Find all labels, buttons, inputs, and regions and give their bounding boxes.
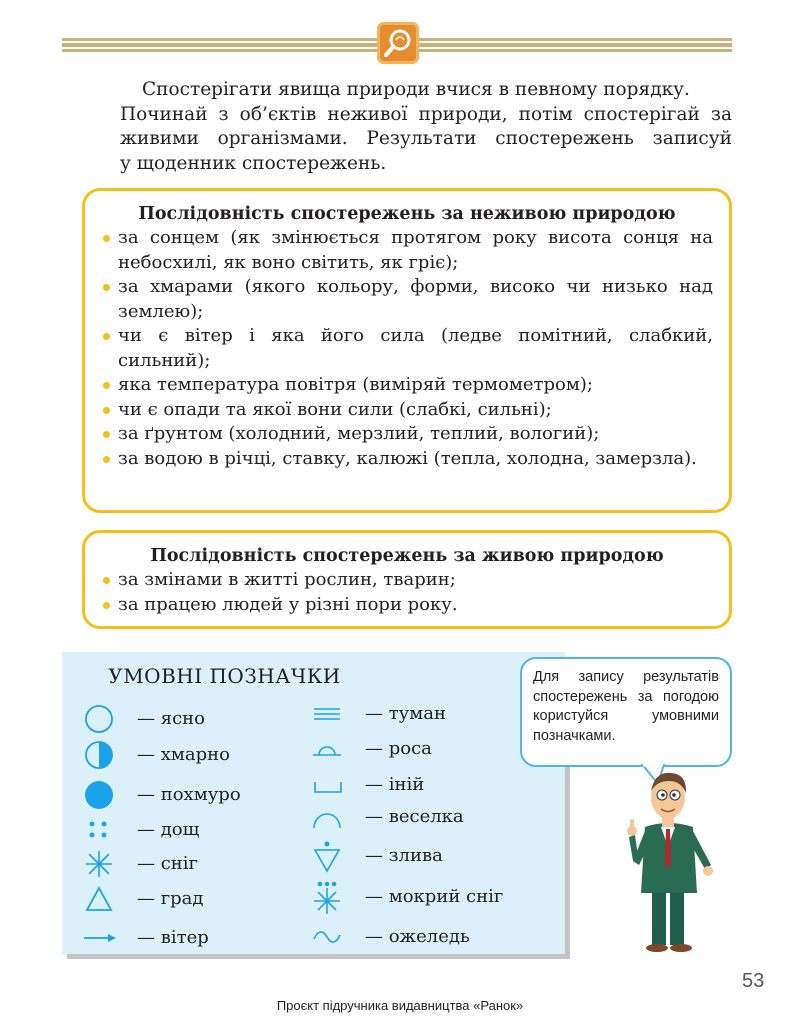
bullet-icon (103, 284, 110, 291)
nonliving-box (82, 188, 732, 513)
list-item: за сонцем (як змінюється протягом року висота сонця на небосхилі, як воно світить, як гріє); (85, 226, 729, 275)
list-item: яка температура повітря (виміряй термометром); (85, 373, 729, 398)
bullet-icon (103, 602, 110, 609)
magnifier-icon (377, 22, 419, 64)
intro-paragraph (120, 78, 732, 176)
intro-line: живими організмами. Результати спостережень записуй (120, 128, 732, 149)
dew-icon (310, 734, 346, 764)
list-item: чи є вітер і яка його сила (ледве помітний, слабкий, сильний); (85, 324, 729, 373)
list-item: за водою в річці, ставку, калюжі (тепла, холодна, замерзла). (85, 447, 729, 472)
clear-icon (82, 704, 118, 734)
rainbow-icon (310, 802, 346, 832)
rain-icon (82, 815, 118, 845)
nonliving-title: Послідовність спостережень за неживою природою (138, 204, 676, 224)
bullet-icon (103, 235, 110, 242)
bullet-icon (103, 382, 110, 389)
overcast-icon (82, 780, 118, 810)
intro-line: Починай з об’єктів неживої природи, потім спостерігай за (120, 103, 732, 125)
list-item: за ґрунтом (холодний, мерзлий, теплий, вологий); (85, 422, 729, 447)
list-item: чи є опади та якої вони сили (слабкі, сильні); (85, 398, 729, 423)
intro-line: у щоденник спостережень. (120, 152, 387, 174)
bullet-icon (103, 577, 110, 584)
living-box (82, 530, 732, 629)
downpour-icon (310, 841, 346, 875)
bullet-icon (103, 456, 110, 463)
list-item: за хмарами (якого кольору, форми, високо чи низько над землею); (85, 275, 729, 324)
fog-icon (310, 699, 346, 729)
intro-line: Спостерігати явища природи вчися в певному порядку. (142, 79, 690, 100)
speech-bubble: Для запису результатів спостережень за погодою користуйся умовними позначками. (520, 657, 732, 767)
ice-icon (310, 922, 346, 952)
nonliving-list (85, 226, 729, 471)
page-number: 53 (742, 970, 765, 992)
bullet-icon (103, 333, 110, 340)
wind-icon (82, 923, 118, 953)
bullet-icon (103, 431, 110, 438)
frost-icon (310, 770, 346, 800)
footer-note: Проєкт підручника видавництва «Ранок» (276, 998, 524, 1013)
hail-icon (82, 884, 118, 914)
teacher-figure (615, 765, 725, 955)
living-list (85, 568, 729, 617)
legend-panel: УМОВНІ ПОЗНАЧКИ — ясно — хмарно — похмуро — дощ — сніг — град — вітер — туман — роса — іній — веселка — злива — мокрий сніг — ожеледь (62, 652, 565, 954)
list-item: за змінами в житті рослин, тварин; (85, 568, 729, 593)
snow-icon (82, 849, 118, 879)
living-title: Послідовність спостережень за живою природою (150, 546, 664, 566)
cloudy-icon (82, 740, 118, 770)
list-item: за працею людей у різні пори року. (85, 593, 729, 618)
legend-title: УМОВНІ ПОЗНАЧКИ (108, 664, 341, 688)
sleet-icon (310, 881, 346, 915)
bullet-icon (103, 407, 110, 414)
